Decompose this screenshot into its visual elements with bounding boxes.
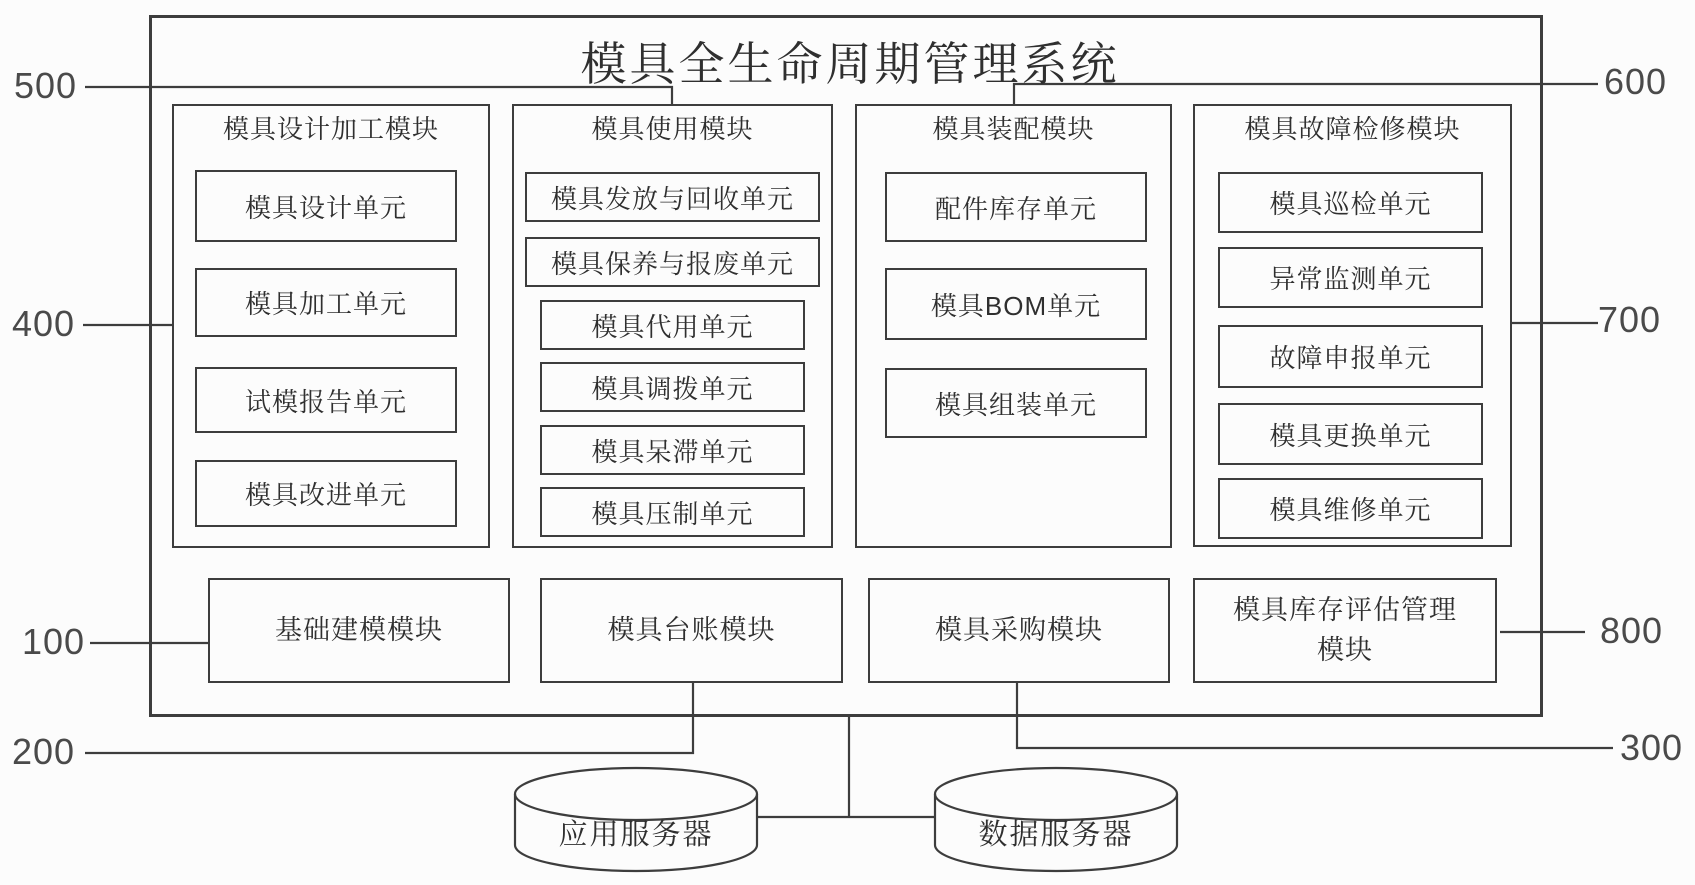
module-mold-purchasing	[868, 578, 1170, 683]
ref-label-500: 500	[14, 65, 78, 106]
unit-inspection: 模具巡检单元	[1218, 172, 1483, 233]
unit-mold-replacement: 模具更换单元	[1218, 403, 1483, 465]
unit-issue-recovery: 模具发放与回收单元	[525, 172, 820, 222]
ref-label-200: 200	[12, 731, 76, 772]
module-mold-ledger-label: 模具台账模块	[607, 614, 776, 645]
unit-mold-repair: 模具维修单元	[1218, 478, 1483, 539]
module-inventory-evaluation	[1193, 578, 1497, 683]
column-title-design-processing: 模具设计加工模块	[222, 113, 439, 144]
unit-pressing: 模具压制单元	[540, 487, 805, 537]
column-title-fault-maintenance: 模具故障检修模块	[1244, 113, 1461, 144]
ref-label-600: 600	[1604, 61, 1668, 102]
column-title-usage: 模具使用模块	[591, 113, 754, 144]
ref-label-100: 100	[22, 621, 86, 662]
unit-mold-processing: 模具加工单元	[195, 268, 457, 337]
unit-mold-assembly: 模具组装单元	[885, 368, 1147, 438]
unit-idle: 模具呆滞单元	[540, 425, 805, 475]
ref-label-700: 700	[1598, 299, 1662, 340]
unit-maintenance-scrap: 模具保养与报废单元	[525, 237, 820, 287]
unit-trial-report: 试模报告单元	[195, 367, 457, 433]
unit-fault-report: 故障申报单元	[1218, 325, 1483, 388]
module-inventory-evaluation-label: 模具库存评估管理模块	[1233, 595, 1457, 665]
unit-parts-inventory: 配件库存单元	[885, 172, 1147, 242]
module-base-modeling-label: 基础建模模块	[275, 614, 443, 645]
data-server-label: 数据服务器	[978, 818, 1134, 851]
unit-mold-bom: 模具BOM单元	[885, 268, 1147, 340]
ref-label-800: 800	[1600, 610, 1664, 651]
ref-label-300: 300	[1620, 727, 1684, 768]
module-base-modeling	[208, 578, 510, 683]
unit-substitution: 模具代用单元	[540, 300, 805, 350]
unit-transfer: 模具调拨单元	[540, 362, 805, 412]
module-mold-purchasing-label: 模具采购模块	[935, 614, 1103, 645]
diagram-title: 模具全生命周期管理系统	[580, 38, 1120, 90]
app-server-label: 应用服务器	[558, 818, 714, 851]
column-title-assembly: 模具装配模块	[932, 113, 1095, 144]
module-mold-ledger	[540, 578, 843, 683]
unit-mold-improvement: 模具改进单元	[195, 460, 457, 527]
ref-label-400: 400	[12, 303, 76, 344]
unit-mold-design: 模具设计单元	[195, 170, 457, 242]
unit-anomaly-monitoring: 异常监测单元	[1218, 247, 1483, 308]
